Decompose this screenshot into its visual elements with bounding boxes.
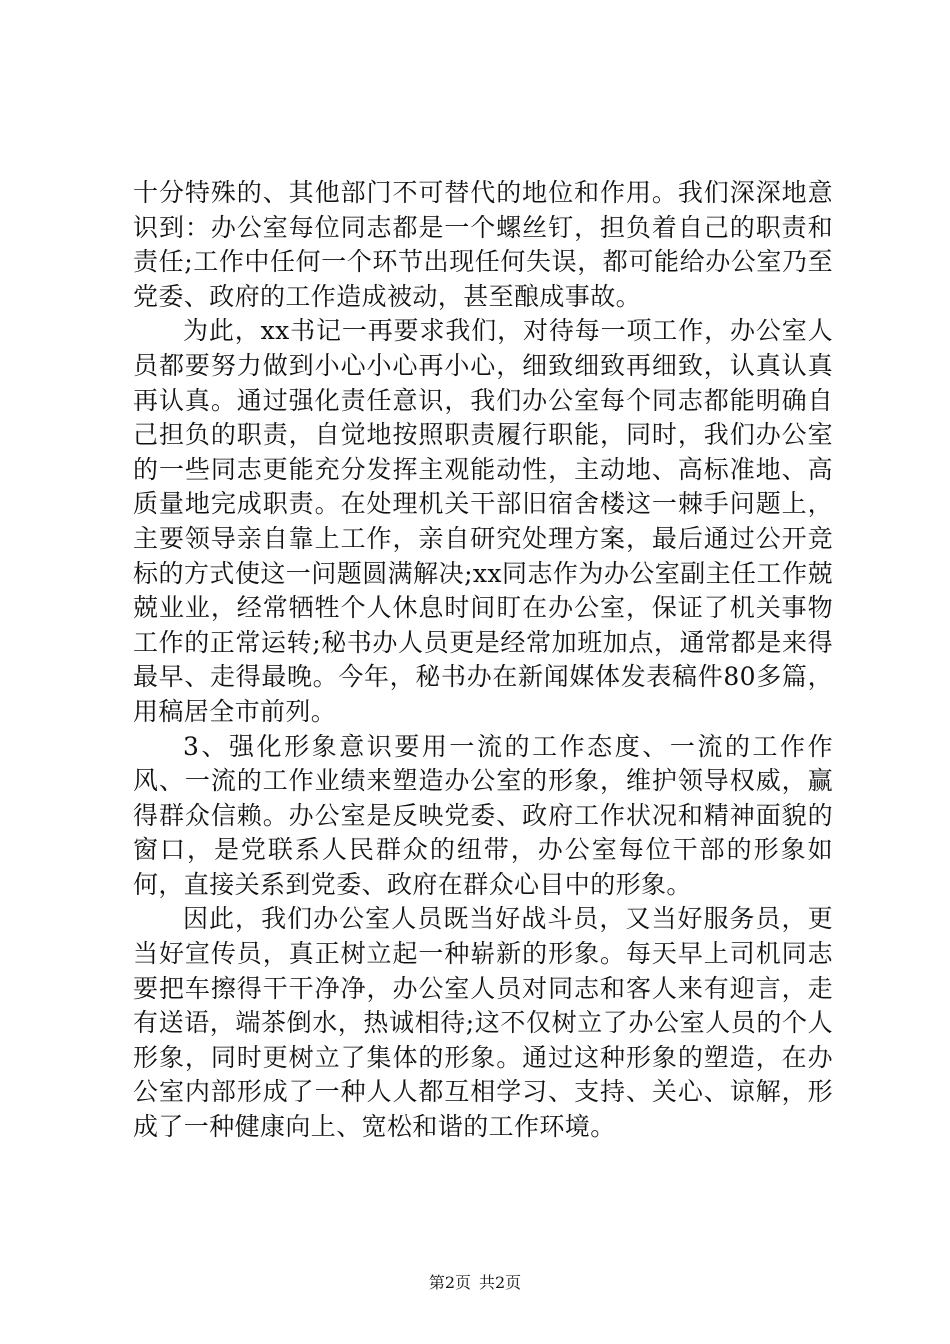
- page-number: 第2页: [428, 1273, 471, 1292]
- page-total: 共2页: [479, 1273, 522, 1292]
- document-body: [133, 176, 833, 1145]
- paragraph-4: 因此，我们办公室人员既当好战斗员，又当好服务员，更当好宣传员，真正树立起一种崭新的形象。每天早上司机同志要把车擦得干干净净，办公室人员对同志和客人来有迎言，走有送语，端茶倒水，热诚相待;这不仅树立了办公室人员的个人形象，同时更树立了集体的形象。通过这种形象的塑造，在办公室内部形成了一种人人都互相学习、支持、关心、谅解，形成了一种健康向上、宽松和谐的工作环境。: [133, 904, 833, 1142]
- paragraph-1: 十分特殊的、其他部门不可替代的地位和作用。我们深深地意识到：办公室每位同志都是一个螺丝钉，担负着自己的职责和责任;工作中任何一个环节出现任何失误，都可能给办公室乃至党委、政府的工作造成被动，甚至酿成事故。: [133, 178, 833, 311]
- paragraph-3: 3、强化形象意识要用一流的工作态度、一流的工作作风、一流的工作业绩来塑造办公室的形象，维护领导权威，赢得群众信赖。办公室是反映党委、政府工作状况和精神面貌的窗口，是党联系人民群众的纽带，办公室每位干部的形象如何，直接关系到党委、政府在群众心目中的形象。: [133, 731, 833, 899]
- paragraph-2: 为此，xx书记一再要求我们，对待每一项工作，办公室人员都要努力做到小心小心再小心，细致细致再细致，认真认真再认真。通过强化责任意识，我们办公室每个同志都能明确自己担负的职责，自觉地按照职责履行职能，同时，我们办公室的一些同志更能充分发挥主观能动性，主动地、高标准地、高质量地完成职责。在处理机关干部旧宿舍楼这一棘手问题上，主要领导亲自靠上工作，亲自研究处理方案，最后通过公开竞标的方式使这一问题圆满解决;xx同志作为办公室副主任工作兢兢业业，经常牺牲个人休息时间盯在办公室，保证了机关事物工作的正常运转;秘书办人员更是经常加班加点，通常都是来得最早、走得最晚。今年，秘书办在新闻媒体发表稿件80多篇，用稿居全市前列。: [133, 316, 833, 726]
- page-footer: [0, 1273, 950, 1293]
